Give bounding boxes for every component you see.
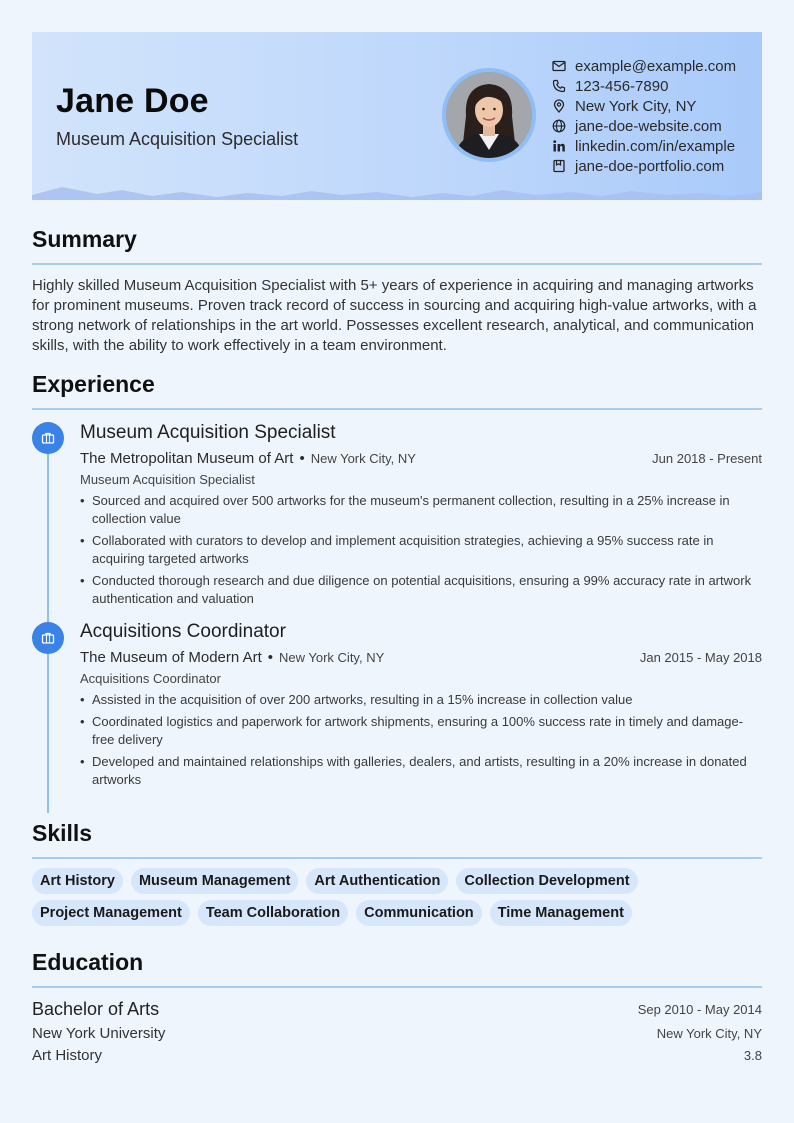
skill-tag: Time Management: [490, 900, 632, 926]
summary-section: [32, 226, 762, 356]
job-location: New York City, NY: [279, 649, 385, 665]
section-divider: [32, 408, 762, 410]
phone-icon: [552, 79, 566, 93]
skill-tag: Art Authentication: [306, 868, 448, 894]
education-school: New York University: [32, 1025, 166, 1042]
contact-portfolio-text: jane-doe-portfolio.com: [575, 157, 725, 175]
education-location: New York City, NY: [656, 1026, 762, 1041]
education-dates: Sep 2010 - May 2014: [637, 1002, 762, 1017]
skill-tag: Museum Management: [131, 868, 298, 894]
section-divider: [32, 857, 762, 859]
skill-tag: Art History: [32, 868, 123, 894]
briefcase-icon: [32, 622, 64, 654]
job-company: The Metropolitan Museum of Art: [80, 449, 294, 467]
job-meta: The Metropolitan Museum of Art • New York City, NY Jun 2018 - Present: [80, 449, 762, 467]
experience-section: [32, 371, 762, 793]
education-field: Art History: [32, 1047, 103, 1064]
contact-location: [552, 96, 736, 116]
job-company: The Museum of Modern Art: [80, 648, 262, 666]
education-row: [32, 1025, 762, 1042]
summary-heading: Summary: [32, 226, 137, 252]
summary-text: Highly skilled Museum Acquisition Specialist with 5+ years of experience in acquiring and managing artworks for prominent museums. Proven track record of success in sourcing and acquiring high-value artworks, with a strong network of relationships in the art world. Possesses excellent research, analytical, and communication skills, with the ability to work effectively in a team environment.: [32, 277, 757, 354]
education-row: [32, 999, 762, 1020]
education-heading: Education: [32, 949, 144, 975]
skill-tag: Communication: [356, 900, 482, 926]
job-bullets: [80, 691, 762, 789]
job-dates: Jun 2018 - Present: [652, 450, 762, 466]
skill-tag: Team Collaboration: [198, 900, 348, 926]
contact-website-text: jane-doe-website.com: [575, 117, 722, 135]
contact-phone-text: 123-456-7890: [575, 77, 669, 95]
experience-timeline: [32, 420, 762, 789]
globe-icon: [552, 119, 566, 133]
contact-location-text: New York City, NY: [575, 97, 697, 115]
portfolio-icon: [552, 159, 566, 173]
job-title: Museum Acquisition Specialist: [56, 129, 299, 149]
education-section: [32, 949, 762, 1064]
job-bullet: • Conducted thorough research and due diligence on potential acquisitions, ensuring a 99% accuracy rate in artwork authentication and valuation: [92, 572, 762, 608]
section-divider: [32, 986, 762, 988]
avatar: [442, 68, 536, 162]
contact-phone[interactable]: [552, 76, 736, 96]
skill-tag: Project Management: [32, 900, 190, 926]
experience-heading: Experience: [32, 371, 155, 397]
job-entry: [32, 420, 762, 608]
briefcase-icon: [32, 422, 64, 454]
job-bullet: • Developed and maintained relationships with galleries, dealers, and artists, resulting in a 20% increase in donated artworks: [92, 753, 762, 789]
job-dates: Jan 2015 - May 2018: [639, 649, 762, 665]
skills-heading: Skills: [32, 820, 93, 846]
job-meta: The Museum of Modern Art • New York City, NY Jan 2015 - May 2018: [80, 648, 762, 666]
skill-tag: Collection Development: [456, 868, 637, 894]
job-bullets: [80, 492, 762, 608]
job-bullet: • Assisted in the acquisition of over 200 artworks, resulting in a 15% increase in collection value: [92, 691, 762, 709]
mail-icon: [552, 59, 566, 73]
education-degree: Bachelor of Arts: [32, 999, 160, 1019]
job-subtitle: Acquisitions Coordinator: [80, 671, 221, 686]
contact-portfolio[interactable]: [552, 156, 736, 176]
job-subtitle: Museum Acquisition Specialist: [80, 472, 255, 487]
header-banner: [32, 32, 762, 200]
job-bullet: • Coordinated logistics and paperwork for artwork shipments, ensuring a 100% success rate in timely and damage-free delivery: [92, 713, 762, 749]
job-entry: [32, 620, 762, 789]
header-waves: [32, 184, 762, 200]
contact-linkedin-text: linkedin.com/in/example: [575, 137, 736, 155]
skills-section: [32, 820, 762, 926]
contact-website[interactable]: [552, 116, 736, 136]
skill-tag-list: [32, 868, 762, 926]
job-role: Acquisitions Coordinator: [80, 621, 286, 642]
resume-page: [32, 32, 762, 1064]
profile-photo: [446, 72, 532, 158]
contact-email-text: example@example.com: [575, 57, 737, 75]
education-gpa: 3.8: [743, 1048, 762, 1063]
contact-list: [552, 56, 736, 176]
location-pin-icon: [552, 99, 566, 113]
job-role: Museum Acquisition Specialist: [80, 422, 336, 443]
job-location: New York City, NY: [310, 450, 416, 466]
section-divider: [32, 263, 762, 265]
full-name: Jane Doe: [56, 82, 209, 120]
job-bullet: • Sourced and acquired over 500 artworks for the museum's permanent collection, resulting in a 25% increase in collection value: [92, 492, 762, 528]
linkedin-icon: [552, 139, 566, 153]
contact-linkedin[interactable]: [552, 136, 736, 156]
education-row: [32, 1047, 762, 1064]
contact-email[interactable]: [552, 56, 736, 76]
job-bullet: • Collaborated with curators to develop and implement acquisition strategies, achieving a 95% success rate in acquiring targeted artworks: [92, 532, 762, 568]
